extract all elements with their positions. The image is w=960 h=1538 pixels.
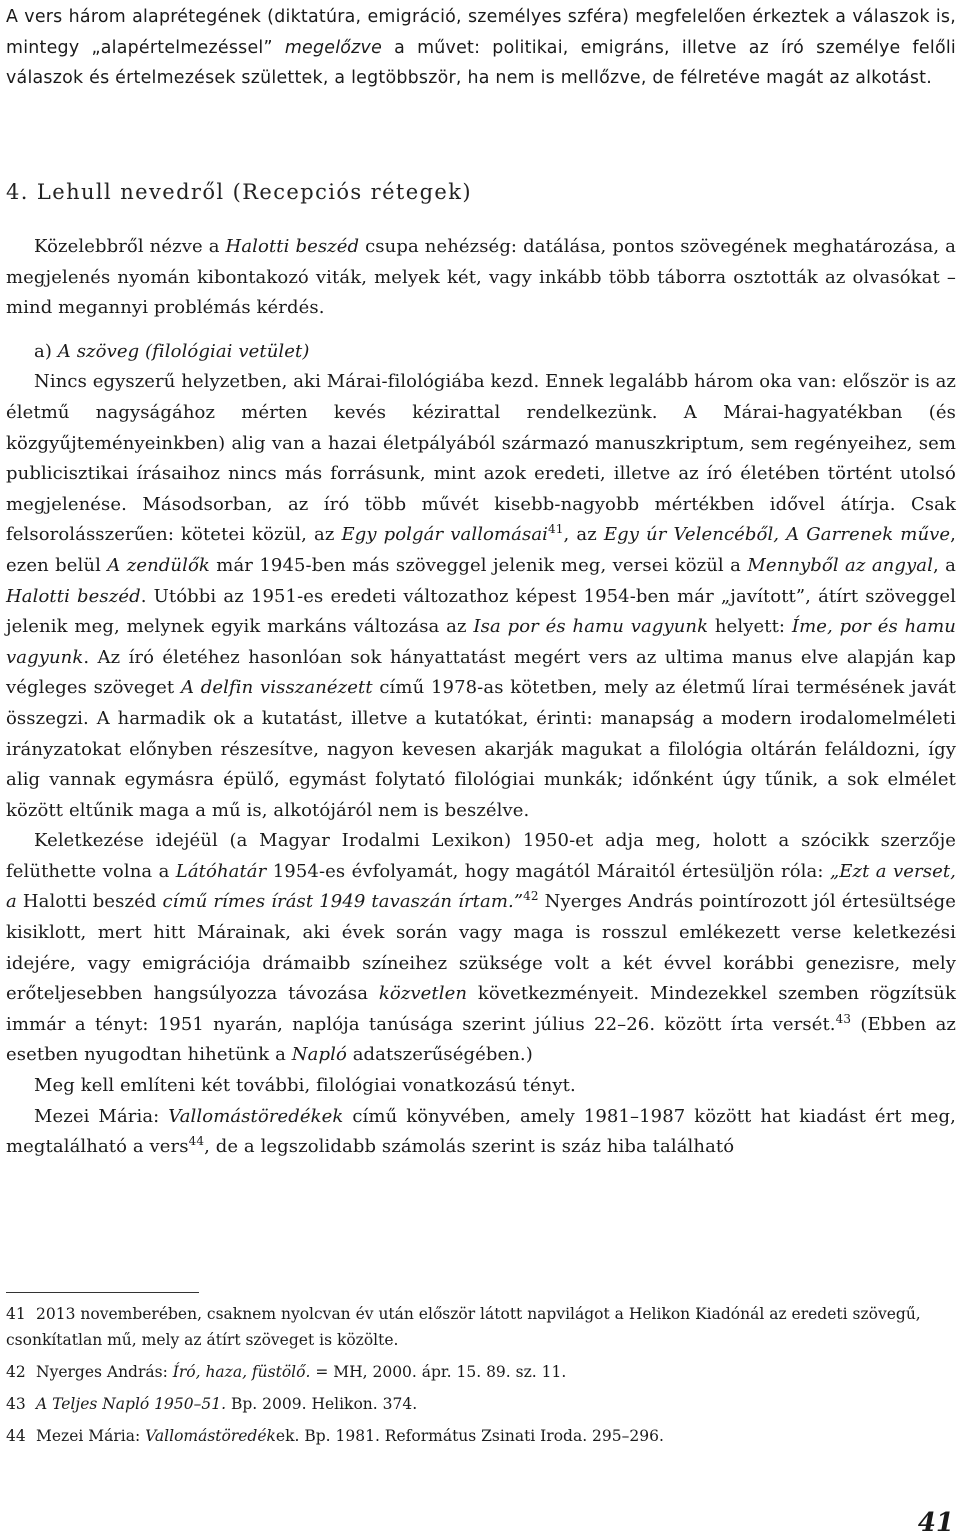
text: című 1978-as kötetben, mely az életmű lírai termésének javát összegzi. A harmadik ok a kutatást, illetve a kutatókat, érinti: manapság a modern irodalomelméleti irányzatokat előnyben részesítve, nagyon kevesen akarják magukat a filológia oltárán feláldozni, így alig vannak egymásra épülő, egymást folytató filológiai munkák; időnként úgy tűnik, a sok elmélet között eltűnik maga a mű is, alkotójáról nem is beszélve. xyxy=(6,677,956,821)
footnote-divider xyxy=(6,1292,199,1293)
footnote-text: = MH, 2000. ápr. 15. 89. sz. 11. xyxy=(310,1363,567,1381)
quote: „Ezt a verset, a xyxy=(6,860,956,913)
work-title: A delfin visszanézett xyxy=(180,677,373,699)
footnote-41 xyxy=(6,1301,956,1353)
text: . Utóbbi az 1951-es eredeti változathoz képest 1954-ben már „javított”, átírt szöveggel jelenik meg, melynek egyik markáns változása az xyxy=(6,585,956,638)
text: következményeit. Mindezekkel szemben rögzítsük immár a tényt: 1951 nyarán, naplója tanúsága szerint július 22–26. között írta versét. xyxy=(6,983,956,1035)
text: már 1945-ben más szöveggel jelenik meg, versei közül a xyxy=(209,554,748,576)
work-title: Mennyből az angyal xyxy=(747,554,933,576)
subsection-label: a) xyxy=(34,340,52,362)
text: 1954-es évfolyamát, hogy magától Máraitól értesüljön róla: xyxy=(266,860,830,882)
text: , ezen belül xyxy=(6,524,956,576)
text: csupa nehézség: datálása, pontos szövegének meghatározása, a megjelenés nyomán kibontakozó viták, melyek két, vagy inkább több táborra osztották az olvasókat – mind megannyi problémás kérdés. xyxy=(6,236,956,319)
text: . Az író életéhez hasonlóan sok hányattatást megért vers az ultima manus elve alapján kap végleges szöveget xyxy=(6,646,956,699)
footnote-43 xyxy=(6,1391,956,1417)
paragraph-3 xyxy=(6,826,956,1071)
footnote-number: 43 xyxy=(6,1395,26,1413)
footnote-number: 41 xyxy=(6,1305,26,1323)
work-title: Látóhatár xyxy=(175,860,267,882)
footnote-text: Nyerges András: xyxy=(36,1363,173,1381)
intro-paragraph xyxy=(6,2,956,94)
subsection-title: A szöveg (filológiai vetület) xyxy=(57,340,310,362)
footnote-title: Vallomástöredék xyxy=(145,1427,276,1445)
text: Nyerges András pointírozott jól értesültsége kisiklott, mert hitt Márainak, aki évek során vagy maga is rosszul emlékezett verse keletkezési idejére, vagy emigrációja drámaibb színeihez szüksége volt a két évvel korábbi genezisre, mely erőteljesebben hangsúlyozza távozása xyxy=(6,891,956,1005)
subsection-heading xyxy=(6,337,956,368)
footnotes xyxy=(6,1301,956,1455)
work-title: Vallomástöredékek xyxy=(168,1105,344,1127)
text: Nincs egyszerű helyzetben, aki Márai-filológiába kezd. Ennek legalább három oka van: először is az életmű nagyságához mérten kevés kézirattal rendelkezünk. A Márai-hagyatékban (és közgyűjteményeinkben) alig van a hazai életpályából származó manuszkriptum, sem regényeihez, sem publicisztikai írásaihoz nincs más forrásunk, mint azok eredeti, illetve az író életében történt utolsó megjelenése. Másodsorban, az író több művét kisebb-nagyobb mértékben idővel átírja. Csak felsorolásszerűen: kötetei közül, az xyxy=(6,371,956,546)
footnote-ref[interactable]: 42 xyxy=(523,889,539,904)
work-title: Egy polgár vallomásai xyxy=(341,524,549,546)
text: , de a legszolidabb számolás szerint is száz hiba található xyxy=(204,1136,735,1158)
text: (Ebben az esetben nyugodtan hihetünk a xyxy=(6,1013,956,1066)
paragraph-1 xyxy=(6,232,956,324)
section-heading: 4. Lehull nevedről (Recepciós rétegek) xyxy=(6,180,472,204)
work-title: Halotti beszéd xyxy=(225,236,360,257)
footnote-title: Író, haza, füstölő. xyxy=(172,1363,311,1381)
emphasis: megelőzve xyxy=(284,37,383,58)
footnote-44 xyxy=(6,1423,956,1449)
section-body xyxy=(6,232,956,1163)
footnote-number: 44 xyxy=(6,1427,26,1445)
footnote-text: Bp. 2009. Helikon. 374. xyxy=(226,1395,418,1413)
intro-text: A vers három alaprétegének (diktatúra, emigráció, személyes szféra) megfelelően érkeztek a válaszok is, mintegy „alapértelmezéssel” megelőzve a művet: politikai, emigráns, illetve az író személye felőli válaszok és értelmezések születtek, a legtöbbször, ha nem is mellőzve, de félretéve magát az alkotást. xyxy=(6,7,956,89)
footnote-42 xyxy=(6,1359,956,1385)
footnote-text: Mezei Mária: xyxy=(36,1427,146,1445)
text: , a xyxy=(932,554,956,576)
footnote-number: 42 xyxy=(6,1363,26,1381)
quote: Isa por és hamu vagyunk xyxy=(473,616,709,638)
footnote-ref[interactable]: 41 xyxy=(548,522,564,537)
paragraph-4: Meg kell említeni két további, filológiai vonatkozású tényt. xyxy=(34,1075,576,1097)
work-title: Halotti beszéd xyxy=(22,891,157,913)
work-title: Halotti beszéd xyxy=(6,585,141,607)
text: helyett: xyxy=(708,616,792,638)
text: , az xyxy=(563,524,604,546)
text: Közelebbről nézve a xyxy=(34,236,226,257)
quote: című rímes írást 1949 tavaszán írtam.” xyxy=(156,891,524,913)
text: című könyvében, amely 1981–1987 között hat kiadást ért meg, megtalálható a vers xyxy=(6,1105,956,1158)
work-title: Egy úr Velencéből, A Garrenek műve xyxy=(603,524,951,546)
text: adatszerűségében.) xyxy=(346,1044,533,1066)
footnote-text: ek. Bp. 1981. Református Zsinati Iroda. 295–296. xyxy=(275,1427,664,1445)
work-title: Napló xyxy=(291,1044,347,1066)
footnote-text: 2013 novemberében, csaknem nyolcvan év után először látott napvilágot a Helikon Kiadónál az eredeti szövegű, csonkítatlan mű, mely az átírt szöveget is közölte. xyxy=(6,1305,921,1349)
footnote-ref[interactable]: 44 xyxy=(188,1134,205,1149)
quote: Íme, por és hamu vagyunk xyxy=(6,616,956,668)
work-title: A zendülők xyxy=(107,554,210,576)
page-number: 41 xyxy=(917,1508,954,1538)
emphasis: közvetlen xyxy=(378,983,468,1005)
paragraph-5 xyxy=(6,1102,956,1163)
text: Mezei Mária: xyxy=(34,1105,169,1127)
footnote-title: A Teljes Napló 1950–51. xyxy=(36,1395,227,1413)
footnote-ref[interactable]: 43 xyxy=(835,1011,852,1026)
intro-block xyxy=(6,2,956,94)
paragraph-2 xyxy=(6,367,956,826)
text: Keletkezése idejéül (a Magyar Irodalmi Lexikon) 1950-et adja meg, holott a szócikk szerzője felüthette volna a xyxy=(6,830,956,882)
